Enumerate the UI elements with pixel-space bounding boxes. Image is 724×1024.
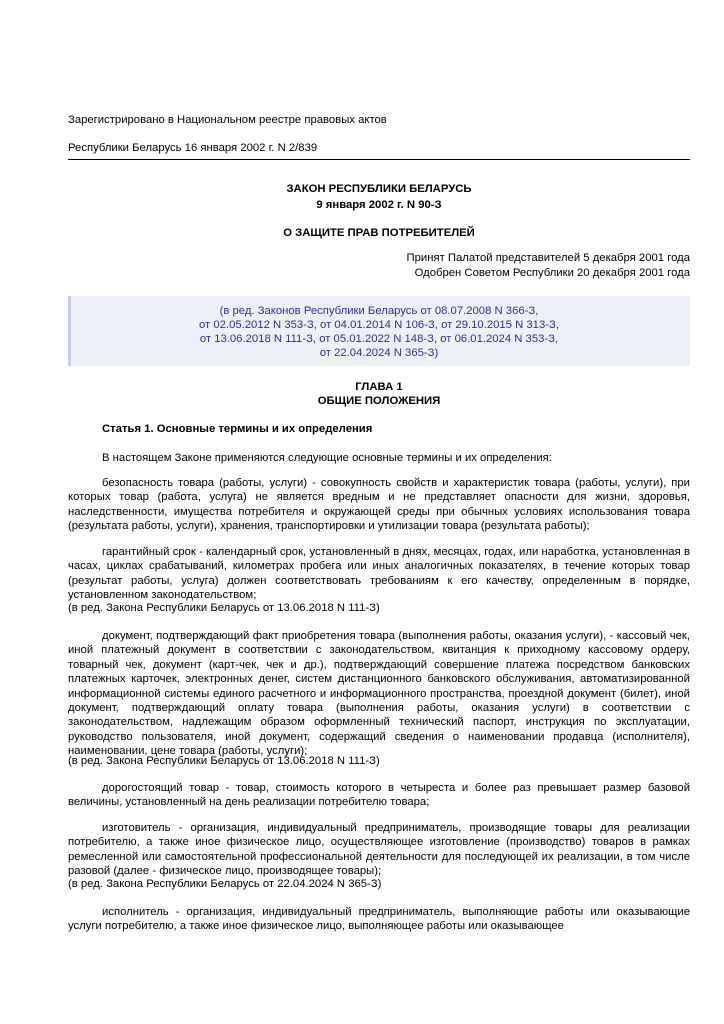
adoption-accepted: Принят Палатой представителей 5 декабря 2001 года [406,252,690,264]
definition-paragraph: безопасность товара (работы, услуги) - совокупность свойств и характеристик товара (работы, услуги), при которых товар (работа, услуга) не является вредным и не представляет опасности для жизни, здоровья, наследственности, имущества потребителя и окружающей среды при обычных условиях использования товара (результата работы, услуги), хранения, транспортировки и утилизации товара (результата работы); [68,477,690,533]
amendment-note: (в ред. Закона Республики Беларусь от 13.06.2018 N 111-З) [68,755,380,767]
law-title: ЗАКОН РЕСПУБЛИКИ БЕЛАРУСЬ [286,183,472,195]
definition-paragraph: дорогостоящий товар - товар, стоимость которого в четыреста и более раз превышает размер базовой величины, установленный на день реализации потребителю товара; [68,782,690,809]
amendment-note: (в ред. Закона Республики Беларусь от 13.06.2018 N 111-З) [68,602,380,614]
amendment-line: (в ред. Законов Республики Беларусь от 08.07.2008 N 366-З, [219,305,539,317]
amendment-line: от 02.05.2012 N 353-З, от 04.01.2014 N 106-З, от 29.10.2015 N 313-З, [199,319,559,331]
article-title: Статья 1. Основные термины и их определения [102,423,373,435]
law-date-number: 9 января 2002 г. N 90-З [316,199,442,211]
header-divider [68,159,690,160]
registration-line-2: Республики Беларусь 16 января 2002 г. N 2/839 [68,142,318,154]
definition-paragraph: исполнитель - организация, индивидуальный предприниматель, выполняющие работы или оказывающие услуги потребителю, а также иное физическое лицо, выполняющее работы или оказывающее [68,906,690,933]
definition-paragraph: документ, подтверждающий факт приобретения товара (выполнения работы, оказания услуги), - кассовый чек, иной платежный документ в соответствии с законодательством, квитанция к приходному кассовому ордеру, товарный чек, документ (карт-чек, чек и др.), подтверждающий совершение платежа посредством банковских платежных карточек, электронных денег, систем дистанционного банковского обслуживания, автоматизированной информационной системы единого расчетного и информационного пространства, проездной документ (билет), иной документ, подтверждающий оплату товара (выполнения работы, оказания услуги) в соответствии с законодательством, надлежащим образом оформленный технический паспорт, инструкция по эксплуатации, руководство пользователя, иной документ, содержащий сведения о наименовании продавца (исполнителя), наименовании, цене товара (работы, услуги); [68,630,690,758]
chapter-number: ГЛАВА 1 [355,381,403,393]
chapter-title: ОБЩИЕ ПОЛОЖЕНИЯ [317,395,441,407]
amendment-line: от 22.04.2024 N 365-З) [319,347,439,359]
definition-paragraph: гарантийный срок - календарный срок, установленный в днях, месяцах, годах, или наработка, установленная в часах, циклах срабатываний, километрах пробега или иных аналогичных показателях, в течение которых товар (результат работы, услуга) должен соответствовать требованиям к его качеству, определенным в порядке, установленном законодательством; [68,546,690,602]
amendment-note: (в ред. Закона Республики Беларусь от 22.04.2024 N 365-З) [68,878,382,890]
law-subject: О ЗАЩИТЕ ПРАВ ПОТРЕБИТЕЛЕЙ [283,227,475,239]
adoption-approved: Одобрен Советом Республики 20 декабря 2001 года [414,267,690,279]
article-intro: В настоящем Законе применяются следующие основные термины и их определения: [102,452,552,464]
registration-line-1: Зарегистрировано в Национальном реестре правовых актов [68,114,387,126]
amendment-line: от 13.06.2018 N 111-З, от 05.01.2022 N 148-З, от 06.01.2024 N 353-З, [199,333,559,345]
definition-paragraph: изготовитель - организация, индивидуальный предприниматель, производящие товары для реализации потребителю, а также иное физическое лицо, осуществляющее изготовление (производство) товаров в рамках ремесленной или самостоятельной профессиональной деятельности для последующей их реализации, в том числе разовой (далее - физическое лицо, производящее товары); [68,822,690,878]
